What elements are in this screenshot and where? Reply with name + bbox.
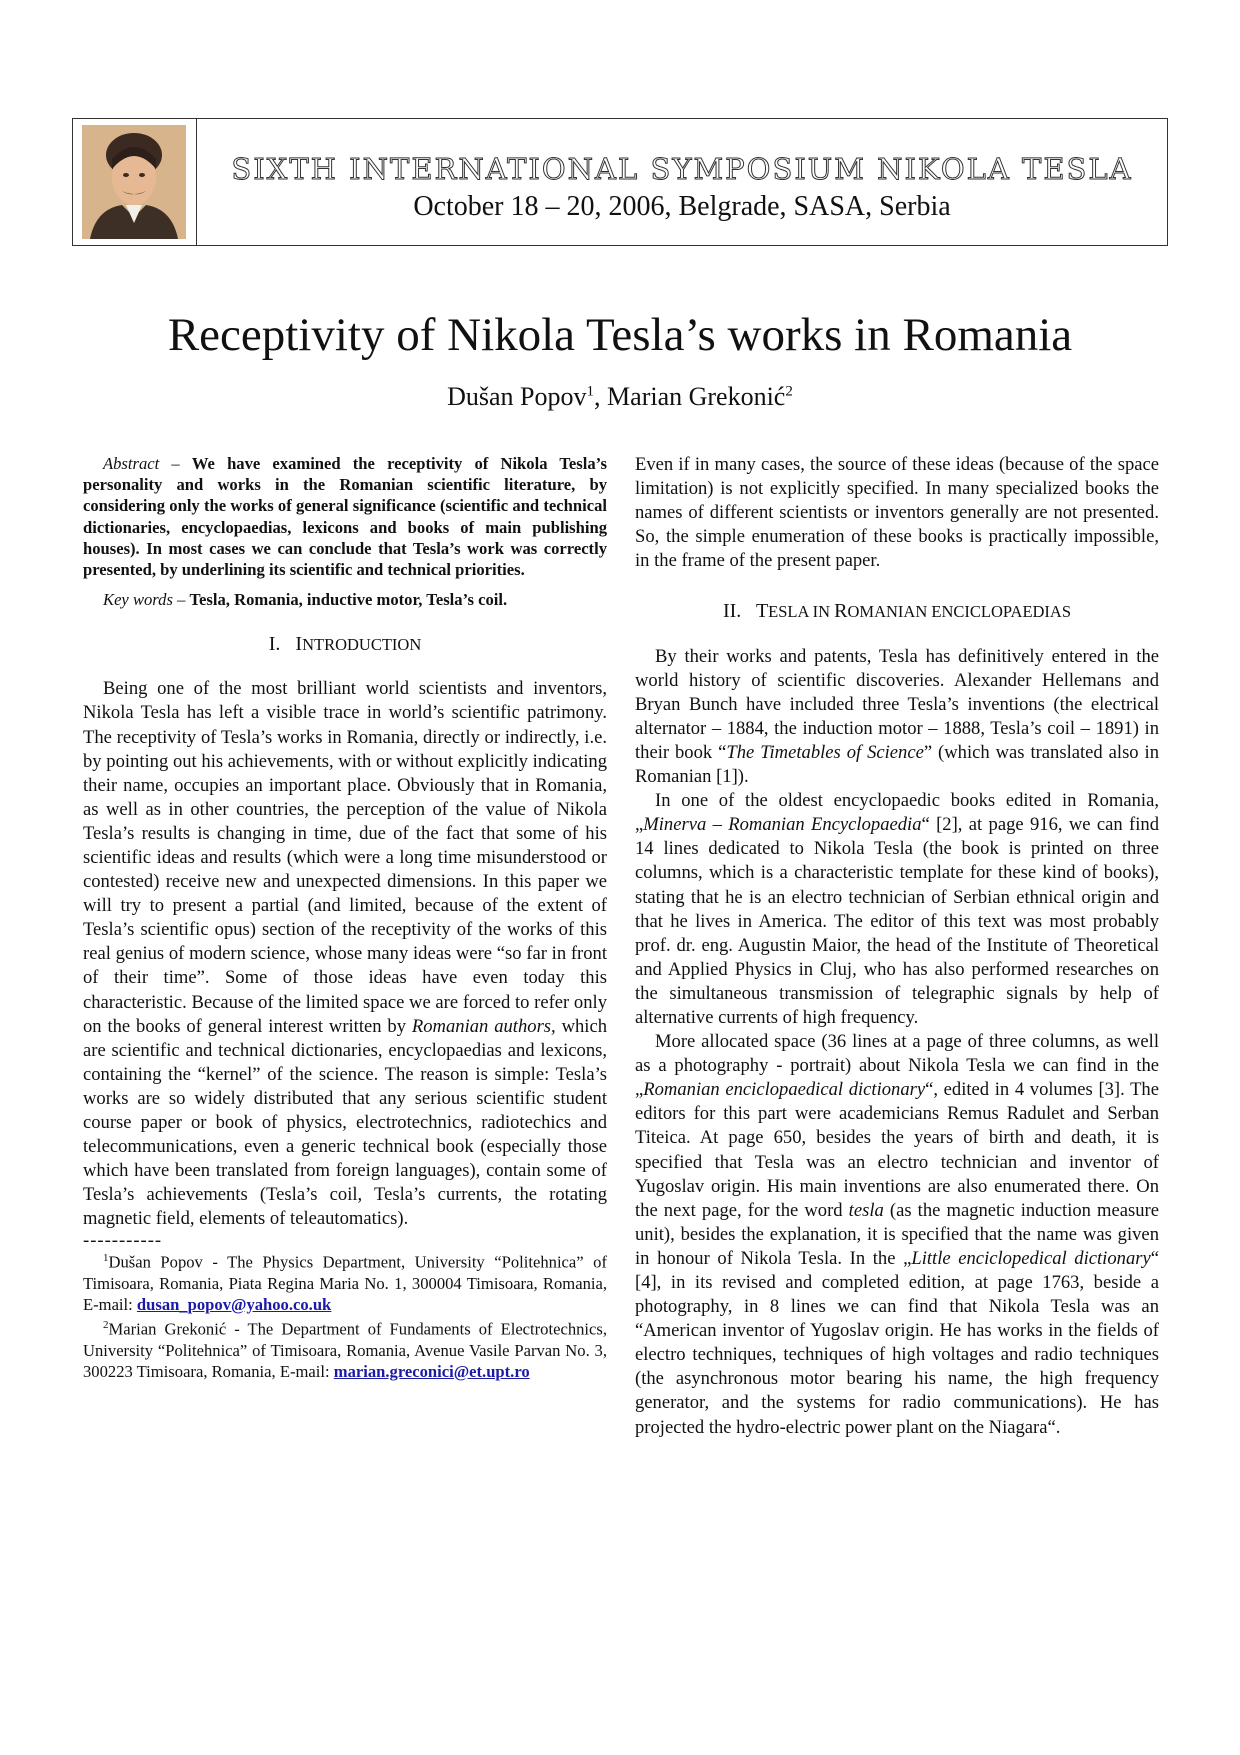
keywords-text: Tesla, Romania, inductive motor, Tesla’s coil. xyxy=(189,590,508,610)
footnote-2-text: Marian Grekonić - The Department of Fundaments of Electrotechnics, University “Politehnica” of Timisoara, Romania, Avenue Vasile Parvan No. 3, 300223 Timisoara, Romania, E-mail: xyxy=(83,1319,607,1381)
abstract-dash: – xyxy=(159,454,192,473)
footnote-1 xyxy=(83,1248,607,1315)
s2p3-emphasis-1: Romanian enciclopaedical dictionary xyxy=(643,1079,926,1101)
intro-text-a: Being one of the most brilliant world scientists and inventors, Nikola Tesla has left a visible trace in world’s scientific patrimony. The receptivity of Tesla’s works in Romania, directly or indirectly, i.e. by pointing out his achievements, with or without explicitly indicating their name, occupies an important place. Obviously that in Romania, as well as in other countries, the perception of the value of Nikola Tesla’s results is changing in time, due of the fact that some of his scientific ideas and results (which were a long time misunderstood or contested) receive new and unexpected dimensions. In this paper we will try to present a partial (and limited, because of the extent of Tesla’s scientific opus) section of the receptivity of the works of this real genius of modern science, whose many ideas were “so far in front of their time”. Some of those ideas have even today this characteristic. Because of the limited space we are forced to refer only on the books of general interest written by xyxy=(83,678,607,1037)
section-initial: I xyxy=(295,633,303,656)
abstract-label: Abstract xyxy=(103,454,160,473)
footnote-1-text: Dušan Popov - The Physics Department, University “Politehnica” of Timisoara, Romania, Piata Regina Maria No. 1, 300004 Timisoara, Romania, E-mail: xyxy=(83,1253,607,1314)
author-1: Dušan Popov xyxy=(447,382,587,411)
section-rest: NTRODUCTION xyxy=(302,635,422,655)
introduction-paragraph xyxy=(83,677,607,1231)
section-initial-1: T xyxy=(755,600,769,623)
s2p2-text-b: “ [2], at page 916, we can find 14 lines dedicated to Nikola Tesla (the book is printed on three columns, which is a characteristic template for these kind of books), stating that he is an electro technician of Serbian ethnical origin and that he lives in America. The editor of this text was most probably prof. dr. eng. Augustin Maior, the head of the Institute of Theoretical and Applied Physics in Cluj, who has also performed researches on the simultaneous transmission of telegraphic signals by help of alternative currents of high frequency. xyxy=(635,814,1159,1028)
intro-text-b: which are scientific and technical dictionaries, encyclopaedias and lexicons, containing the “kernel” of the science. The reason is simple: Tesla’s works are so widely distributed that any serious scientific student course paper or book of physics, electrotechnics, radiotechics and telecommunications, even a generic technical book (especially those which have been translated from foreign languages), contain some of Tesla’s achievements (Tesla’s coil, Tesla’s currents, the rotating magnetic field, elements of teleautomatics). xyxy=(83,1015,608,1230)
s2p3-text-c: (as the magnetic induction measure unit), besides the explanation, it is specified that the name was given in honour of Nikola Tesla. In the „ xyxy=(635,1199,1160,1269)
author-1-mark: 1 xyxy=(586,383,595,400)
continued-paragraph: Even if in many cases, the source of these ideas (because of the space limitation) is not explicitly specified. In many specialized books the names of different scientists or inventors generally are not presented. So, the simple enumeration of these books is practically impossible, in the frame of the present paper. xyxy=(635,454,1159,572)
s2p3-emphasis-2: tesla xyxy=(848,1199,884,1221)
s2p3-emphasis-3: Little enciclopedical dictionary xyxy=(911,1247,1151,1269)
abstract-text: We have examined the receptivity of Nikola Tesla’s personality and works in the Romanian scientific literature, by considering only the works of general significance (scientific and technical dictionaries, encyclopaedias, lexicons and books of main publishing houses). In most cases we can conclude that Tesla’s work was correctly presented, by underlining its scientific and technical priorities. xyxy=(83,454,607,580)
keywords-dash: – xyxy=(172,590,190,610)
intro-emphasis: Romanian authors, xyxy=(411,1015,556,1037)
keywords xyxy=(83,589,607,610)
footnote-1-email-link[interactable]: dusan_popov@yahoo.co.uk xyxy=(136,1295,332,1314)
tesla-portrait-image xyxy=(82,125,186,239)
right-column xyxy=(635,453,1159,1440)
section2-paragraph-3 xyxy=(635,1030,1159,1440)
author-2-mark: 2 xyxy=(785,383,793,400)
section-heading-introduction xyxy=(83,632,607,657)
section-rest-2: OMANIAN ENCICLOPAEDIAS xyxy=(847,602,1072,622)
s2p1-text-b: ” (which was translated also in Romanian [1]). xyxy=(635,741,1159,788)
footnote-2 xyxy=(83,1315,607,1382)
symposium-name: SIXTH INTERNATIONAL SYMPOSIUM NIKOLA TESLA xyxy=(231,152,1133,186)
section-rest-1: ESLA IN xyxy=(768,602,835,622)
keywords-label: Key words xyxy=(103,590,173,610)
footnote-1-mark: 1 xyxy=(103,1252,109,1265)
s2p3-text-a: More allocated space (36 lines at a page of three columns, as well as a photography - portrait) about Nikola Tesla we can find in the „ xyxy=(635,1031,1159,1101)
section-heading-encyclopaedias xyxy=(635,599,1159,624)
author-2: Marian Grekonić xyxy=(607,382,786,411)
left-column xyxy=(83,453,607,1382)
footnote-2-mark: 2 xyxy=(103,1319,109,1331)
section2-paragraph-1 xyxy=(635,645,1159,790)
s2p1-text-a: By their works and patents, Tesla has definitively entered in the world history of scientific discoveries. Alexander Hellemans and Bryan Bunch have included three Tesla’s inventions (the electrical alternator – 1884, the induction motor – 1888, Tesla’s coil – 1891) in their book “ xyxy=(635,645,1159,763)
footnote-2-email-link[interactable]: marian.greconici@et.upt.ro xyxy=(333,1361,530,1381)
s2p2-emphasis: Minerva – Romanian Encyclopaedia xyxy=(643,814,922,836)
s2p3-text-b: “, edited in 4 volumes [3]. The editors for this part were academicians Remus Radulet and Serban Titeica. At page 650, besides the years of birth and death, it is specified that Tesla was an electro technician and inventor of Yugoslav origin. His main inventions are also enumerated there. On the next page, for the word xyxy=(635,1079,1159,1221)
s2p2-text-a: In one of the oldest encyclopaedic books edited in Romania, „ xyxy=(635,790,1159,836)
abstract xyxy=(83,453,607,580)
footnote-separator: ----------- xyxy=(83,1230,163,1252)
author-separator: , xyxy=(594,382,608,411)
section-number: I. xyxy=(268,633,281,656)
portrait-cell xyxy=(73,119,197,245)
s2p1-emphasis: The Timetables of Science xyxy=(726,741,924,763)
author-line xyxy=(0,382,1240,412)
paper-title: Receptivity of Nikola Tesla’s works in Romania xyxy=(167,309,1073,361)
section-initial-2: R xyxy=(834,600,848,623)
section2-paragraph-2 xyxy=(635,789,1159,1030)
s2p3-text-d: “ [4], in its revised and completed edition, at page 1763, beside a photography, in 8 lines we can find that Nikola Tesla was an “American inventor of Yugoslav origin. He has works in the fields of electro techniques, techniques of high voltages and radio techniques (the asynchronous motor bearing his name, the high frequency generator, and the systems for radio communications). He has projected the hydro-electric power plant on the Niagara“. xyxy=(635,1247,1159,1438)
conference-header xyxy=(72,118,1168,246)
section-number: II. xyxy=(722,600,742,623)
symposium-date: October 18 – 20, 2006, Belgrade, SASA, Serbia xyxy=(413,191,951,222)
